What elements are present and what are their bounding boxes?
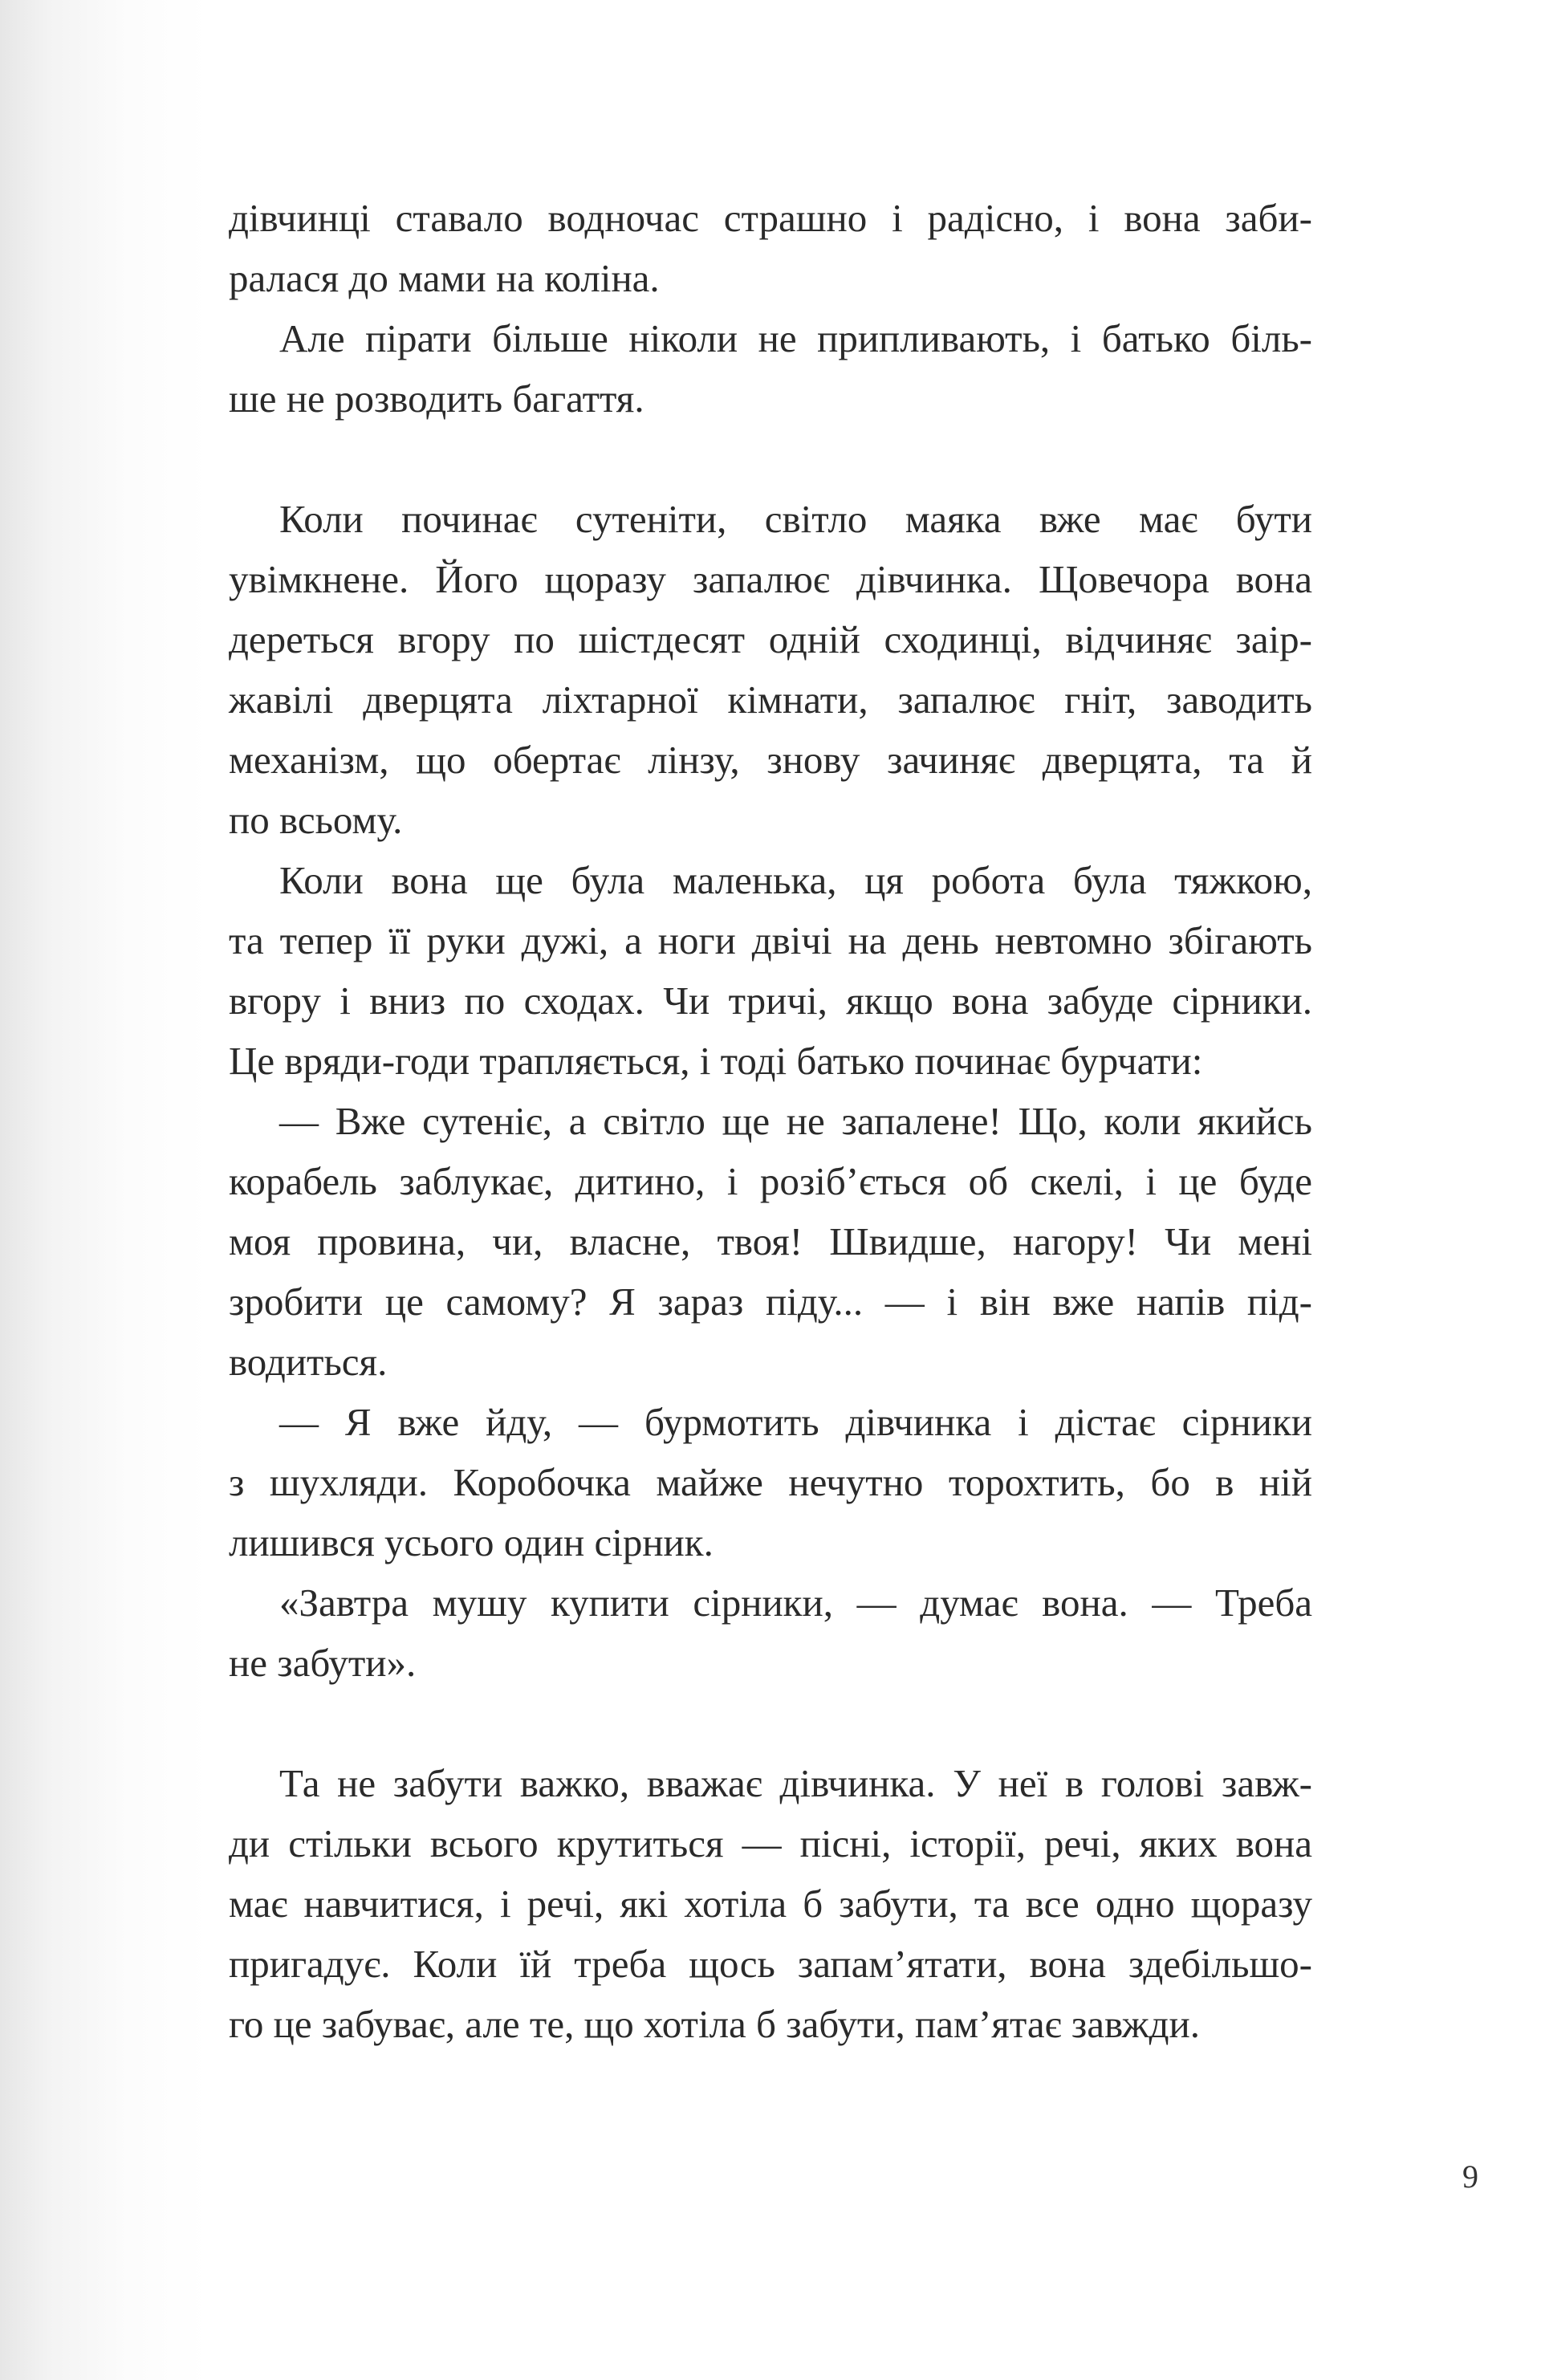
text-line: го це забуває, але те, що хотіла б забути, пам’ятає завжди. xyxy=(229,2002,1200,2046)
text-line: зробити це самому? Я зараз піду... — і він вже напів під- xyxy=(229,1280,1312,1324)
paragraph xyxy=(229,308,1312,429)
paragraph xyxy=(229,1392,1312,1572)
text-line: корабель заблукає, дитино, і розіб’ється об скелі, і це буде xyxy=(229,1159,1312,1203)
page-number: 9 xyxy=(1462,2158,1478,2195)
section-break xyxy=(229,429,1312,489)
paragraph xyxy=(229,489,1312,850)
text-line: моя провина, чи, власне, твоя! Швидше, нагору! Чи мені xyxy=(229,1219,1312,1263)
text-line: пригадує. Коли їй треба щось запам’ятати, вона здебільшо- xyxy=(229,1942,1312,1986)
page-body-text xyxy=(229,188,1312,2054)
text-line: не забути». xyxy=(229,1641,417,1685)
text-line: вгору і вниз по сходах. Чи тричі, якщо вона забуде сірники. xyxy=(229,978,1312,1023)
text-line: Але пірати більше ніколи не припливають, і батько біль- xyxy=(279,316,1312,360)
text-line: ди стільки всього крутиться — пісні, історії, речі, яких вона xyxy=(229,1821,1312,1865)
text-line: ралася до мами на коліна. xyxy=(229,256,660,300)
text-line: з шухляди. Коробочка майже нечутно торохтить, бо в ній xyxy=(229,1460,1312,1504)
text-line: ше не розводить багаття. xyxy=(229,376,644,421)
section-break xyxy=(229,1693,1312,1753)
text-line: та тепер її руки дужі, а ноги двічі на день невтомно збігають xyxy=(229,918,1312,962)
text-line: водиться. xyxy=(229,1340,388,1384)
paragraph xyxy=(229,1572,1312,1693)
text-line: Коли починає сутеніти, світло маяка вже має бути xyxy=(279,497,1312,541)
paragraph xyxy=(229,850,1312,1091)
paragraph xyxy=(229,188,1312,308)
text-line: — Я вже йду, — бурмотить дівчинка і дістає сірники xyxy=(279,1400,1312,1444)
text-line: увімкнене. Його щоразу запалює дівчинка. Щовечора вона xyxy=(229,557,1312,601)
text-line: дереться вгору по шістдесят одній сходинці, відчиняє заір- xyxy=(229,617,1312,661)
text-line: має навчитися, і речі, які хотіла б забути, та все одно щоразу xyxy=(229,1882,1312,1926)
text-line: лишився усього один сірник. xyxy=(229,1520,714,1564)
text-line: «Завтра мушу купити сірники, — думає вона. — Треба xyxy=(279,1581,1312,1625)
paragraph xyxy=(229,1753,1312,2054)
text-line: Це вряди-годи трапляється, і тоді батько починає бурчати: xyxy=(229,1039,1203,1083)
text-line: жавілі дверцята ліхтарної кімнати, запалює гніт, заводить xyxy=(229,677,1312,722)
text-line: механізм, що обертає лінзу, знову зачиняє дверцята, та й xyxy=(229,738,1312,782)
text-line: Та не забути важко, вважає дівчинка. У неї в голові завж- xyxy=(279,1761,1312,1805)
text-line: Коли вона ще була маленька, ця робота була тяжкою, xyxy=(279,858,1312,902)
text-line: дівчинці ставало водночас страшно і радісно, і вона заби- xyxy=(229,196,1312,240)
text-line: по всьому. xyxy=(229,798,403,842)
text-line: — Вже сутеніє, а світло ще не запалене! Що, коли якийсь xyxy=(279,1099,1312,1143)
paragraph xyxy=(229,1091,1312,1392)
